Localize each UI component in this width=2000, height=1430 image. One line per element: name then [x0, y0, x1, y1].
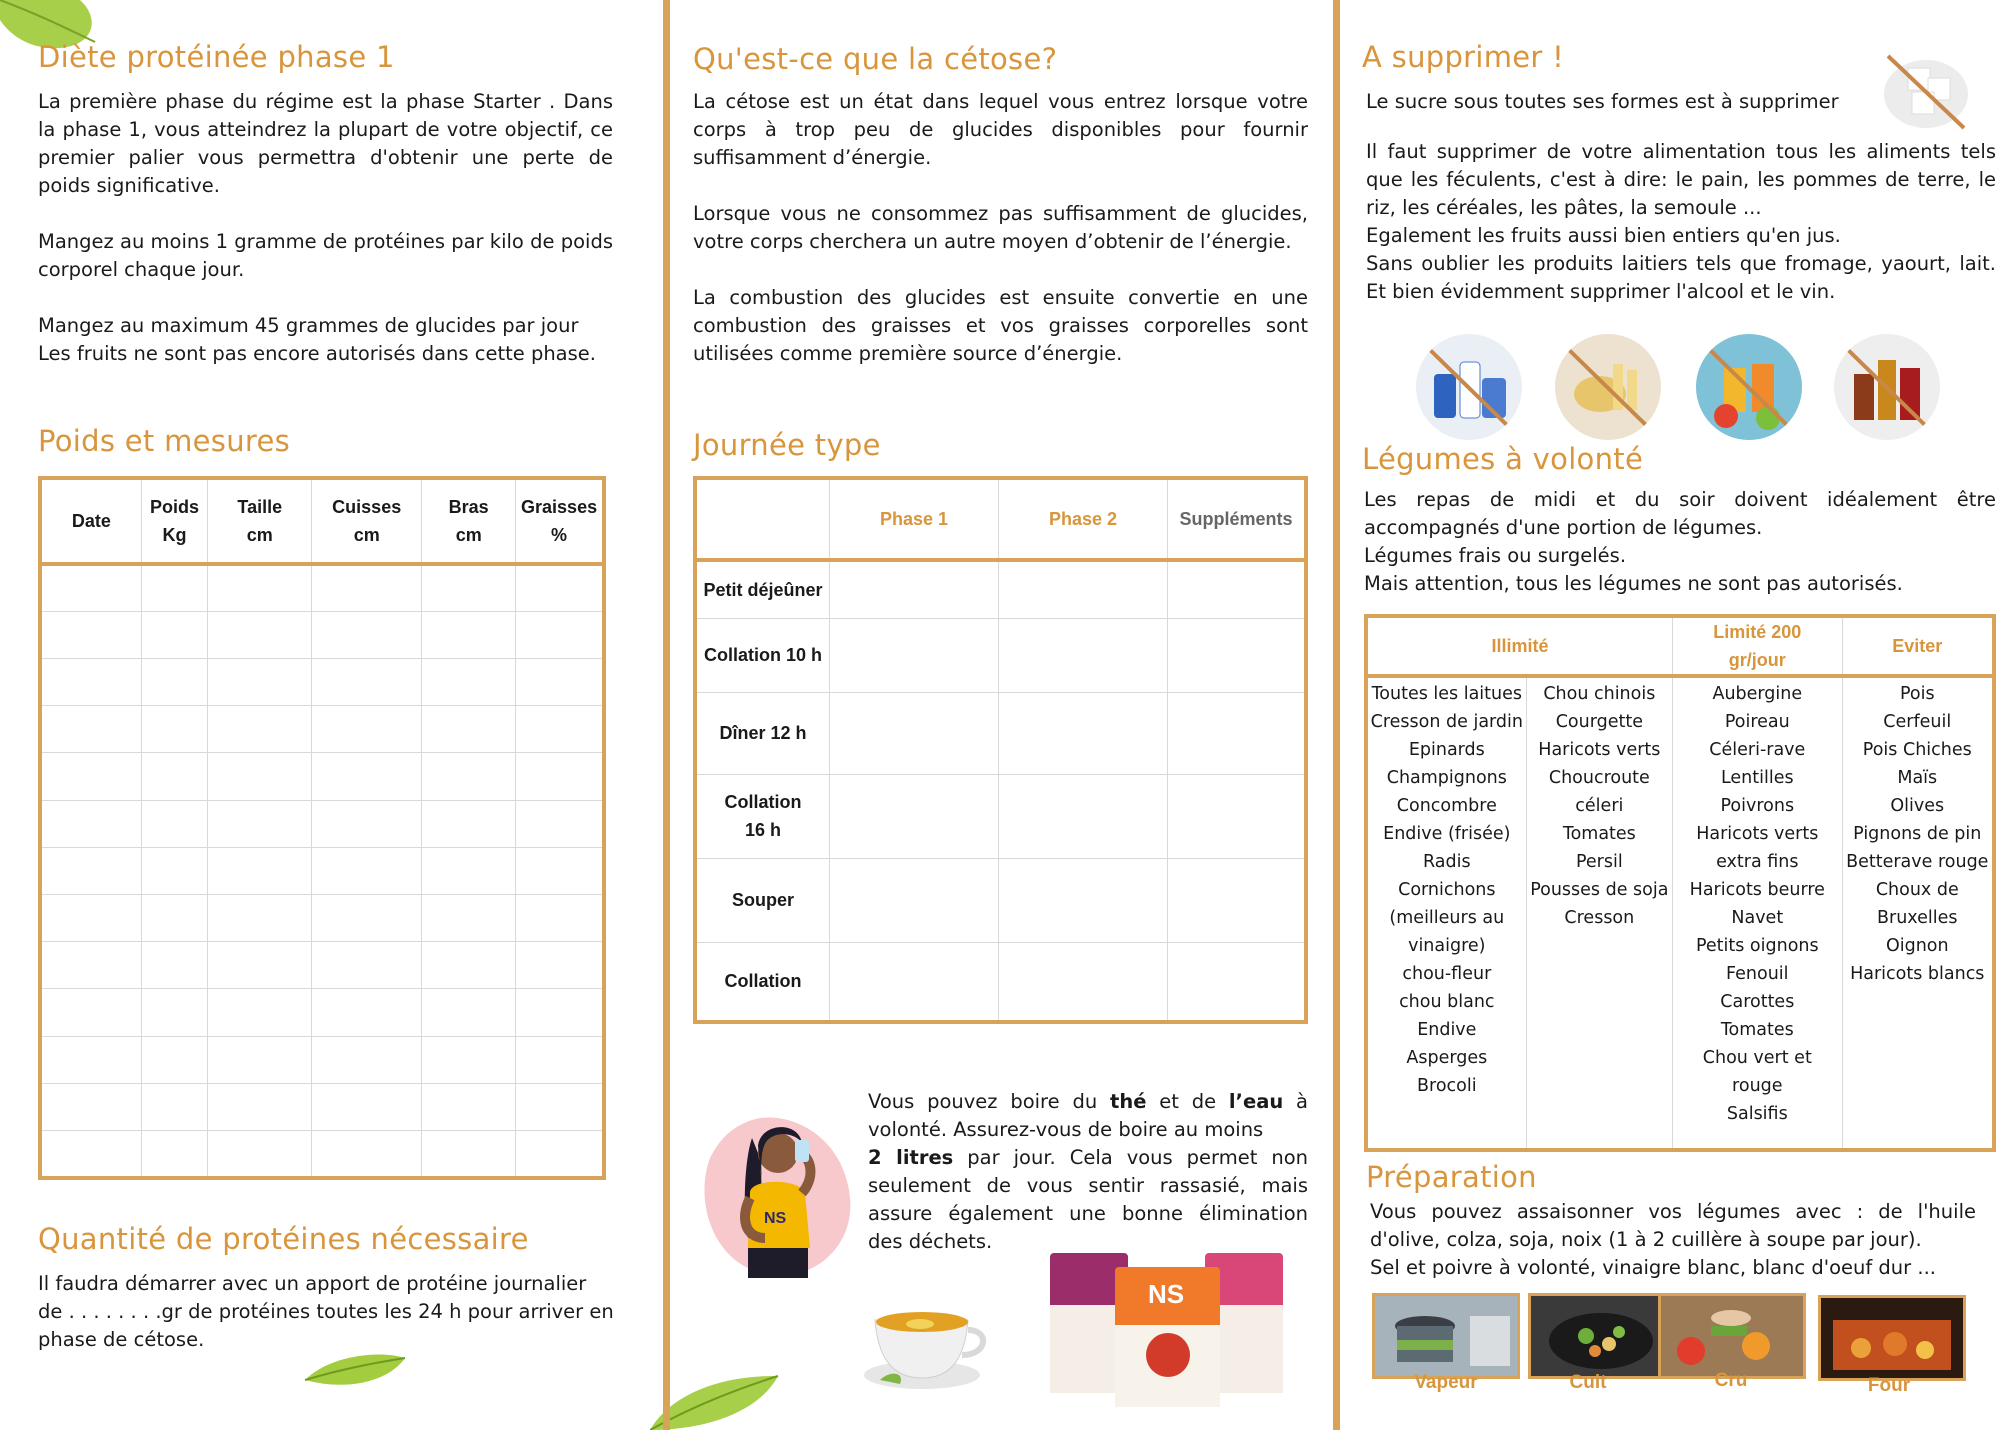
journee-cell[interactable]: [830, 692, 999, 774]
poids-cell[interactable]: [516, 611, 604, 658]
journee-cell[interactable]: [999, 858, 1168, 942]
preparation-title: Préparation: [1366, 1160, 1537, 1194]
phase1-title: Diète protéinée phase 1: [38, 40, 395, 74]
poids-cell[interactable]: [208, 1131, 312, 1178]
bag-logo: NS: [1148, 1279, 1185, 1309]
poids-cell[interactable]: [208, 942, 312, 989]
legumes-header-eviter: Eviter: [1842, 616, 1994, 676]
poids-cell[interactable]: [516, 895, 604, 942]
legumes-header-limite: Limité 200 gr/jour: [1673, 616, 1843, 676]
poids-cell[interactable]: [40, 895, 141, 942]
poids-cell[interactable]: [422, 1036, 516, 1083]
fruits-juice-crossed-icon: [1696, 334, 1802, 440]
journee-cell[interactable]: [1168, 618, 1307, 692]
poids-cell[interactable]: [422, 564, 516, 611]
poids-row: [40, 658, 604, 705]
supprimer-text-2: Egalement les fruits aussi bien entiers qu'en jus.: [1366, 224, 1841, 247]
poids-cell[interactable]: [422, 753, 516, 800]
poids-cell[interactable]: [312, 753, 422, 800]
legume-item: Haricots beurre: [1689, 880, 1825, 900]
poids-row: [40, 564, 604, 611]
poids-header-row: [40, 478, 604, 564]
poids-cell[interactable]: [40, 658, 141, 705]
vapeur-image: [1372, 1293, 1520, 1379]
poids-cell[interactable]: [422, 989, 516, 1036]
poids-cell[interactable]: [208, 989, 312, 1036]
poids-cell[interactable]: [516, 1036, 604, 1083]
legumes-table: [1364, 614, 1996, 1152]
legume-item: Champignons: [1386, 768, 1507, 788]
legume-item: Petits oignons: [1695, 936, 1819, 956]
poids-cell[interactable]: [40, 1036, 141, 1083]
legume-item: Poireau: [1724, 712, 1790, 732]
legume-item: Céleri-rave: [1709, 740, 1806, 760]
legume-item: Pignons de pin: [1853, 824, 1982, 844]
journee-cell[interactable]: [1168, 858, 1307, 942]
poids-header-bras: Bras cm: [422, 478, 516, 564]
poids-row: [40, 989, 604, 1036]
legumes-text-1: Les repas de midi et du soir doivent idéalement être accompagnés d'une portion de légumes.: [1364, 488, 1996, 539]
poids-cell[interactable]: [208, 706, 312, 753]
legume-item: Carottes: [1720, 992, 1795, 1012]
leaf-decoration-bottom-left: [300, 1350, 410, 1395]
legume-item: Poivrons: [1720, 796, 1795, 816]
supprimer-text-1: Il faut supprimer de votre alimentation tous les aliments tels que les féculents, c'est à dire: le pain, les pommes de terre, le riz, les céréales, les pâtes, la semoule ...: [1366, 140, 1996, 219]
preparation-text-1: Vous pouvez assaisonner vos légumes avec : de l'huile d'olive, colza, soja, noix (1 à 2 cuillère à soupe par jour).: [1370, 1200, 1976, 1251]
journee-row-label: Petit déjeûner: [695, 560, 830, 618]
legumes-paragraph: [1364, 486, 1996, 598]
poids-cell[interactable]: [208, 1083, 312, 1130]
journee-cell[interactable]: [1168, 774, 1307, 858]
poids-cell[interactable]: [422, 800, 516, 847]
column-divider-right: [1333, 0, 1340, 1430]
journee-cell[interactable]: [999, 942, 1168, 1022]
journee-row: [695, 774, 1306, 858]
poids-cell[interactable]: [312, 1083, 422, 1130]
boire-paragraph: Vous pouvez boire du thé et de l’eau à volonté. Assurez-vous de boire au moins 2 litres par jour. Cela vous permet non seulement de vous sentir rassasié, mais assure également une bonne élimination des déchets.: [868, 1090, 1308, 1253]
sucre-text: Le sucre sous toutes ses formes est à supprimer: [1366, 90, 1839, 113]
legume-item: Choux de: [1875, 880, 1959, 900]
poids-cell[interactable]: [141, 800, 208, 847]
poids-header-poids: Poids Kg: [141, 478, 208, 564]
journee-header-empty: [695, 478, 830, 560]
poids-cell[interactable]: [312, 611, 422, 658]
journee-row: [695, 560, 1306, 618]
poids-cell[interactable]: [40, 942, 141, 989]
poids-cell[interactable]: [312, 942, 422, 989]
legume-item: Epinards: [1408, 740, 1485, 760]
journee-cell[interactable]: [830, 858, 999, 942]
journee-row: [695, 858, 1306, 942]
journee-cell[interactable]: [999, 692, 1168, 774]
poids-cell[interactable]: [40, 800, 141, 847]
poids-cell[interactable]: [141, 753, 208, 800]
poids-cell[interactable]: [40, 1083, 141, 1130]
poids-cell[interactable]: [40, 1131, 141, 1178]
legume-item: rouge: [1732, 1076, 1783, 1096]
legume-item: Aubergine: [1712, 684, 1803, 704]
starch-crossed-icon: [1555, 334, 1661, 440]
legume-item: Fenouil: [1726, 964, 1789, 984]
legume-item: Endive (frisée): [1383, 824, 1511, 844]
shirt-logo: NS: [764, 1210, 787, 1227]
preparation-paragraph: [1370, 1198, 1976, 1282]
legume-item: Tomates: [1562, 824, 1636, 844]
poids-cell[interactable]: [422, 611, 516, 658]
poids-header-taille: Taille cm: [208, 478, 312, 564]
poids-cell[interactable]: [422, 942, 516, 989]
poids-cell[interactable]: [312, 895, 422, 942]
legume-item: Betterave rouge: [1846, 852, 1989, 872]
legumes-header-illimite: Illimité: [1366, 616, 1673, 676]
journee-cell[interactable]: [830, 774, 999, 858]
poids-cell[interactable]: [40, 706, 141, 753]
preparation-text-2: Sel et poivre à volonté, vinaigre blanc, blanc d'oeuf dur ...: [1370, 1256, 1936, 1279]
legume-item: Chou vert et: [1702, 1048, 1812, 1068]
poids-cell[interactable]: [141, 1083, 208, 1130]
alcohol-crossed-icon: [1834, 334, 1940, 440]
poids-cell[interactable]: [312, 706, 422, 753]
poids-cell[interactable]: [312, 1036, 422, 1083]
supprimer-text-3: Sans oublier les produits laitiers tels que fromage, yaourt, lait. Et bien évidemment supprimer l'alcool et le vin.: [1366, 252, 1996, 303]
poids-cell[interactable]: [516, 753, 604, 800]
legume-item: Cerfeuil: [1883, 712, 1952, 732]
poids-cell[interactable]: [40, 753, 141, 800]
legume-item: Choucroute: [1548, 768, 1650, 788]
journee-cell[interactable]: [830, 942, 999, 1022]
journee-header-phase1: Phase 1: [830, 478, 999, 560]
poids-cell[interactable]: [516, 1131, 604, 1178]
legume-item: Pousses de soja: [1530, 880, 1669, 900]
legume-item: Pois Chiches: [1862, 740, 1972, 760]
poids-cell[interactable]: [516, 942, 604, 989]
poids-cell[interactable]: [422, 706, 516, 753]
litres-word: 2 litres: [868, 1146, 954, 1169]
legume-item: extra fins: [1716, 852, 1799, 872]
journee-row: [695, 692, 1306, 774]
legume-item: Cresson: [1564, 908, 1635, 928]
journee-header-phase2: Phase 2: [999, 478, 1168, 560]
journee-type-table: [693, 476, 1308, 1024]
cetose-paragraph: [693, 88, 1308, 368]
four-image: [1818, 1295, 1966, 1381]
legume-item: Courgette: [1555, 712, 1643, 732]
woman-drinking-illustration: [690, 1098, 860, 1288]
poids-cell[interactable]: [208, 658, 312, 705]
poids-cell[interactable]: [208, 800, 312, 847]
legume-item: Haricots blancs: [1850, 964, 1985, 984]
poids-header-graisses: Graisses %: [516, 478, 604, 564]
phase1-text-4: Les fruits ne sont pas encore autorisés dans cette phase.: [38, 342, 596, 365]
poids-cell[interactable]: [422, 658, 516, 705]
prep-label-cru: Cru: [1714, 1370, 1748, 1391]
poids-cell[interactable]: [208, 753, 312, 800]
poids-cell[interactable]: [208, 564, 312, 611]
poids-cell[interactable]: [141, 1131, 208, 1178]
legume-item: Cornichons: [1398, 880, 1496, 900]
poids-header-cuisses: Cuisses cm: [312, 478, 422, 564]
cru-image: [1658, 1293, 1806, 1379]
journee-row: [695, 942, 1306, 1022]
prep-label-vapeur: Vapeur: [1414, 1372, 1478, 1393]
poids-cell[interactable]: [312, 658, 422, 705]
quantite-text-1: Il faudra démarrer avec un apport de protéine journalier: [38, 1272, 587, 1295]
legume-item: Toutes les laitues: [1371, 684, 1523, 704]
poids-cell[interactable]: [141, 1036, 208, 1083]
poids-cell[interactable]: [516, 800, 604, 847]
cuit-image: [1528, 1293, 1676, 1379]
journee-row-label: Dîner 12 h: [695, 692, 830, 774]
phase1-text-3: Mangez au maximum 45 grammes de glucides par jour: [38, 314, 579, 337]
poids-title: Poids et mesures: [38, 424, 291, 458]
legumes-title: Légumes à volonté: [1362, 442, 1644, 476]
poids-cell[interactable]: [516, 1083, 604, 1130]
legume-item: Persil: [1575, 852, 1623, 872]
poids-cell[interactable]: [516, 564, 604, 611]
cetose-text-1: La cétose est un état dans lequel vous entrez lorsque votre corps à trop peu de glucides disponibles pour fournir suffisamment d’énergie.: [693, 90, 1308, 169]
legume-item: Radis: [1423, 852, 1471, 872]
poids-cell[interactable]: [422, 895, 516, 942]
quantite-text-3: phase de cétose.: [38, 1328, 205, 1351]
prep-label-cuit: Cuit: [1569, 1372, 1607, 1393]
the-word: thé: [1110, 1090, 1147, 1113]
journee-cell[interactable]: [999, 618, 1168, 692]
quantite-paragraph: [38, 1270, 653, 1354]
column-divider-left: [663, 0, 670, 1430]
eviter-column: [1842, 676, 1994, 1150]
legume-item: chou blanc: [1399, 992, 1495, 1012]
cetose-text-2: Lorsque vous ne consommez pas suffisamment de glucides, votre corps cherchera un autre moyen d’obtenir de l’énergie.: [693, 202, 1308, 253]
poids-row: [40, 706, 604, 753]
phase1-paragraph: [38, 88, 613, 368]
journee-cell[interactable]: [999, 774, 1168, 858]
poids-row: [40, 1131, 604, 1178]
legume-item: vinaigre): [1408, 936, 1486, 956]
legumes-text-3: Mais attention, tous les légumes ne sont pas autorisés.: [1364, 572, 1903, 595]
poids-cell[interactable]: [208, 847, 312, 894]
poids-row: [40, 1083, 604, 1130]
poids-row: [40, 1036, 604, 1083]
journee-header-supplements: Suppléments: [1168, 478, 1307, 560]
journee-row-label: Collation: [695, 942, 830, 1022]
journee-row: [695, 618, 1306, 692]
legume-item: chou-fleur: [1402, 964, 1492, 984]
poids-cell[interactable]: [312, 564, 422, 611]
journee-cell[interactable]: [830, 560, 999, 618]
legume-item: Maïs: [1897, 768, 1938, 788]
journee-row-label: Collation 10 h: [695, 618, 830, 692]
legume-item: Haricots verts: [1696, 824, 1819, 844]
poids-cell[interactable]: [141, 942, 208, 989]
poids-cell[interactable]: [312, 800, 422, 847]
legume-item: Tomates: [1720, 1020, 1794, 1040]
legumes-text-2: Légumes frais ou surgelés.: [1364, 544, 1627, 567]
poids-cell[interactable]: [422, 847, 516, 894]
poids-cell[interactable]: [208, 895, 312, 942]
product-bags-image: [1030, 1245, 1300, 1410]
sugar-crossed-icon: [1880, 50, 1972, 132]
poids-row: [40, 847, 604, 894]
legume-item: (meilleurs au: [1389, 908, 1505, 928]
quantite-title: Quantité de protéines nécessaire: [38, 1222, 529, 1256]
poids-cell[interactable]: [141, 895, 208, 942]
poids-cell[interactable]: [208, 1036, 312, 1083]
poids-cell[interactable]: [141, 706, 208, 753]
legume-item: Bruxelles: [1877, 908, 1958, 928]
phase1-text-1: La première phase du régime est la phase Starter . Dans la phase 1, vous atteindrez la plupart de votre objectif, ce premier palier vous permettra d'obtenir une perte de poids significative.: [38, 90, 613, 197]
poids-cell[interactable]: [40, 564, 141, 611]
cetose-title: Qu'est-ce que la cétose?: [693, 42, 1058, 76]
poids-cell[interactable]: [516, 706, 604, 753]
poids-cell[interactable]: [516, 658, 604, 705]
poids-row: [40, 895, 604, 942]
legume-item: Oignon: [1885, 936, 1949, 956]
prep-label-four: Four: [1867, 1375, 1911, 1396]
poids-mesures-table: [38, 476, 606, 1180]
legume-item: Chou chinois: [1543, 684, 1656, 704]
journee-row-label: Souper: [695, 858, 830, 942]
legume-item: Endive: [1417, 1020, 1477, 1040]
legume-item: céleri: [1575, 796, 1624, 816]
poids-cell[interactable]: [516, 847, 604, 894]
legume-item: Asperges: [1406, 1048, 1488, 1068]
poids-cell[interactable]: [40, 847, 141, 894]
legume-item: Lentilles: [1720, 768, 1794, 788]
legume-item: Concombre: [1396, 796, 1497, 816]
tea-cup-image: [860, 1280, 990, 1400]
poids-row: [40, 942, 604, 989]
poids-cell[interactable]: [208, 611, 312, 658]
journee-cell[interactable]: [1168, 942, 1307, 1022]
legume-item: Olives: [1890, 796, 1945, 816]
eau-word: l’eau: [1228, 1090, 1284, 1113]
legume-item: Pois: [1899, 684, 1935, 704]
poids-cell[interactable]: [312, 1131, 422, 1178]
poids-cell[interactable]: [516, 989, 604, 1036]
poids-cell[interactable]: [312, 989, 422, 1036]
poids-cell[interactable]: [422, 1131, 516, 1178]
poids-cell[interactable]: [312, 847, 422, 894]
illimite-column-2: [1526, 676, 1672, 1150]
poids-cell[interactable]: [40, 989, 141, 1036]
phase1-text-2: Mangez au moins 1 gramme de protéines par kilo de poids corporel chaque jour.: [38, 230, 613, 281]
poids-row: [40, 800, 604, 847]
cetose-text-3: La combustion des glucides est ensuite convertie en une combustion des graisses et vos graisses corporelles sont utilisées comme première source d’énergie.: [693, 286, 1308, 365]
supprimer-title: A supprimer !: [1362, 40, 1565, 74]
legumes-header-row: [1366, 616, 1994, 676]
journee-title: Journée type: [693, 428, 881, 462]
journee-cell[interactable]: [830, 618, 999, 692]
legume-item: Haricots verts: [1538, 740, 1661, 760]
poids-cell[interactable]: [141, 611, 208, 658]
limite-column: [1673, 676, 1843, 1150]
dairy-crossed-icon: [1416, 334, 1522, 440]
poids-row: [40, 611, 604, 658]
legume-item: Cresson de jardin: [1370, 712, 1523, 732]
illimite-column-1: [1366, 676, 1526, 1150]
poids-cell[interactable]: [141, 658, 208, 705]
poids-cell[interactable]: [141, 847, 208, 894]
legume-item: Navet: [1731, 908, 1784, 928]
poids-cell[interactable]: [40, 611, 141, 658]
journee-row-label: Collation 16 h: [695, 774, 830, 858]
journee-cell[interactable]: [1168, 560, 1307, 618]
poids-cell[interactable]: [141, 989, 208, 1036]
poids-cell[interactable]: [422, 1083, 516, 1130]
legume-item: Brocoli: [1417, 1076, 1477, 1096]
poids-header-date: Date: [40, 478, 141, 564]
quantite-text-2: de . . . . . . . .gr de protéines toutes les 24 h pour arriver en: [38, 1300, 614, 1323]
poids-row: [40, 753, 604, 800]
poids-cell[interactable]: [141, 564, 208, 611]
supprimer-paragraph: [1366, 138, 1996, 306]
journee-header-row: [695, 478, 1306, 560]
legume-item: Salsifis: [1726, 1104, 1788, 1124]
journee-cell[interactable]: [1168, 692, 1307, 774]
journee-cell[interactable]: [999, 560, 1168, 618]
